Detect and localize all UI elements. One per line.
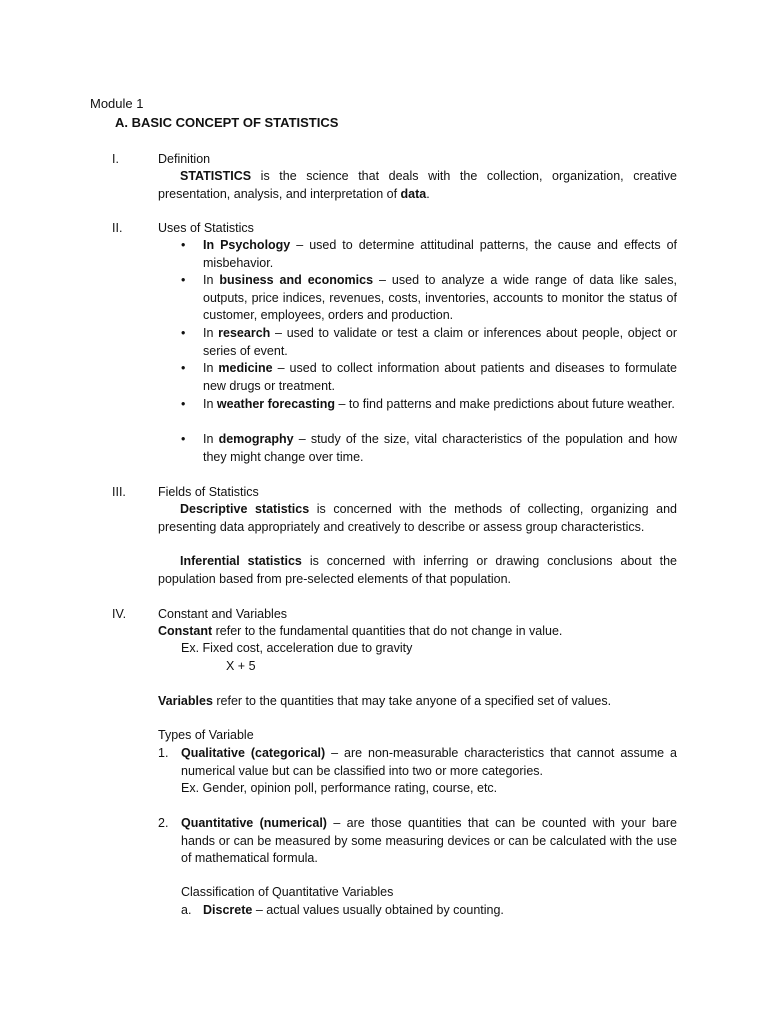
definition-text: is the science that deals with the collection, organization, creative presentation, analysis, and interpretation of xyxy=(158,169,677,201)
classification-term: Discrete xyxy=(203,903,253,917)
inferential-text: is concerned with inferring or drawing conclusions about the population based from pre-selected elements of that population. xyxy=(158,554,677,586)
list-item xyxy=(203,272,677,325)
use-term: medicine xyxy=(218,361,273,375)
use-text: – used to analyze a wide range of data like sales, outputs, price indices, revenues, costs, inventories, accounts to monitor the status of customer, employees, orders and production. xyxy=(203,273,677,322)
descriptive-paragraph xyxy=(158,501,677,536)
bullet-icon: • xyxy=(181,238,186,252)
use-prefix: In xyxy=(203,273,220,287)
list-item xyxy=(203,237,677,272)
section-heading-constants: Constant and Variables xyxy=(158,607,288,621)
bullet-icon: • xyxy=(181,361,186,375)
use-prefix: In xyxy=(203,361,219,375)
variables-paragraph xyxy=(158,693,677,711)
use-text: – used to validate or test a claim or inferences about people, object or series of event. xyxy=(203,326,677,358)
bullet-icon: • xyxy=(181,273,186,287)
qualitative-example: Ex. Gender, opinion poll, performance rating, course, etc. xyxy=(181,781,498,795)
use-term: weather forecasting xyxy=(216,397,335,411)
section-numeral: I. xyxy=(112,152,119,166)
use-text: – study of the size, vital characteristics of the population and how they might change over time. xyxy=(203,432,677,464)
list-item xyxy=(203,360,677,395)
list-item xyxy=(203,396,677,414)
definition-term-data: data xyxy=(400,186,427,201)
variables-text: refer to the quantities that may take anyone of a specified set of values. xyxy=(212,694,612,708)
use-prefix: In xyxy=(203,326,219,340)
constant-example: Ex. Fixed cost, acceleration due to gravity xyxy=(181,641,413,655)
list-item xyxy=(181,745,677,780)
inferential-term: Inferential statistics xyxy=(180,554,302,568)
definition-end: . xyxy=(426,186,430,201)
bullet-icon: • xyxy=(181,397,186,411)
variables-term: Variables xyxy=(158,694,213,708)
classification-text: – actual values usually obtained by counting. xyxy=(252,903,504,917)
module-title: Module 1 xyxy=(90,96,144,111)
section-numeral: II. xyxy=(112,221,123,235)
constant-text: refer to the fundamental quantities that do not change in value. xyxy=(212,624,563,638)
list-number: 2. xyxy=(158,816,169,830)
section-heading: A. BASIC CONCEPT OF STATISTICS xyxy=(115,115,339,130)
use-prefix: In xyxy=(203,432,219,446)
list-item xyxy=(203,902,504,920)
use-term: In Psychology xyxy=(203,238,291,252)
types-heading: Types of Variable xyxy=(158,728,254,742)
constant-paragraph xyxy=(158,623,677,641)
use-text: – used to collect information about patients and diseases to formulate new drugs or treatment. xyxy=(203,361,677,393)
bullet-icon: • xyxy=(181,432,186,446)
constant-term: Constant xyxy=(158,624,213,638)
list-item xyxy=(203,325,677,360)
use-prefix: In xyxy=(203,397,217,411)
variable-type-term: Qualitative (categorical) xyxy=(181,746,326,760)
classification-heading: Classification of Quantitative Variables xyxy=(181,885,394,899)
section-heading-fields: Fields of Statistics xyxy=(158,485,259,499)
section-heading-definition: Definition xyxy=(158,152,211,166)
variable-type-term: Quantitative (numerical) xyxy=(181,816,327,830)
list-number: 1. xyxy=(158,746,169,760)
section-numeral: IV. xyxy=(112,607,127,621)
use-term: research xyxy=(218,326,271,340)
section-heading-uses: Uses of Statistics xyxy=(158,221,254,235)
descriptive-term: Descriptive statistics xyxy=(180,502,310,516)
inferential-paragraph xyxy=(158,553,677,588)
list-item xyxy=(203,431,677,466)
list-item xyxy=(181,815,677,868)
constant-expression: X + 5 xyxy=(226,659,256,673)
definition-paragraph xyxy=(158,168,677,203)
use-text: – used to determine attitudinal patterns, the cause and effects of misbehavior. xyxy=(203,238,677,270)
bullet-icon: • xyxy=(181,326,186,340)
use-text: – to find patterns and make predictions about future weather. xyxy=(335,397,675,411)
descriptive-text: is concerned with the methods of collecting, organizing and presenting data appropriately and creatively to describe or assess group characteristics. xyxy=(158,502,678,534)
variable-type-text: – are those quantities that can be counted with your bare hands or can be measured by some measuring devices or can be calculated with the use of mathematical formula. xyxy=(181,816,677,865)
use-term: demography xyxy=(218,432,294,446)
section-numeral: III. xyxy=(112,485,126,499)
use-term: business and economics xyxy=(219,273,374,287)
variable-type-text: – are non-measurable characteristics that cannot assume a numerical value but can be classified into two or more categories. xyxy=(181,746,677,778)
list-letter: a. xyxy=(181,903,192,917)
definition-term: STATISTICS xyxy=(180,169,252,183)
